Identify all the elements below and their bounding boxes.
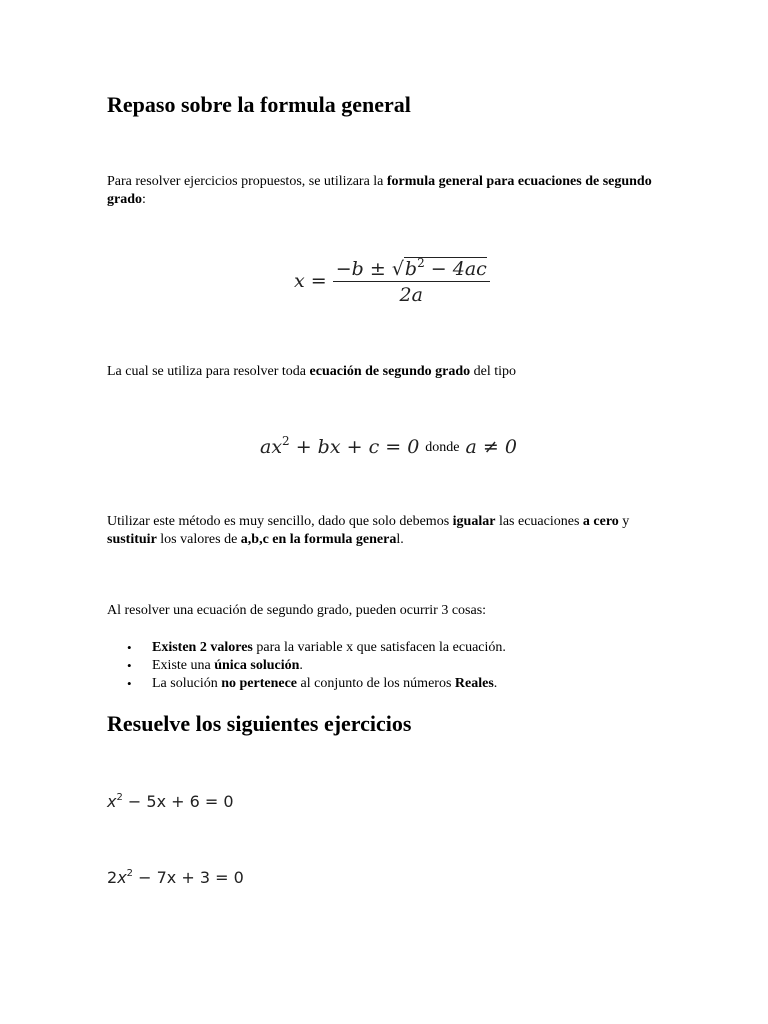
radicand-minus-4ac: − 4ac xyxy=(424,258,487,280)
li2-text-0: Existe una xyxy=(152,658,215,673)
quadratic-formula xyxy=(294,258,490,306)
li3-bold-2: Reales xyxy=(454,676,494,691)
ex2-coef: 2 xyxy=(107,868,118,887)
ex1-exponent: 2 xyxy=(116,792,123,803)
bullet-icon: • xyxy=(127,658,132,673)
li3-text-2: . xyxy=(493,676,498,691)
eq-a: a xyxy=(260,436,272,458)
li3-text-1: al conjunto de los números xyxy=(297,676,455,691)
exercise-1 xyxy=(107,792,234,811)
ex1-rest: − 5x + 6 = 0 xyxy=(122,792,234,811)
ex2-x: x xyxy=(117,868,127,887)
formula-denominator: 2a xyxy=(399,284,423,306)
intro-colon: : xyxy=(142,192,146,207)
li3-bold-1: no pertenece xyxy=(221,676,298,691)
numerator-neg-b: −b xyxy=(335,258,364,280)
bullet-icon: • xyxy=(127,640,132,655)
formula-fraction xyxy=(333,258,490,306)
donde-label: donde xyxy=(425,440,460,455)
ex1-x: x xyxy=(107,792,117,811)
intro-bold: formula general para ecuaciones de segundo grado xyxy=(107,174,652,207)
heading-ejercicios: Resuelve los siguientes ejercicios xyxy=(107,711,412,736)
li3-text-0: La solución xyxy=(152,676,222,691)
standard-form-equation xyxy=(260,436,517,458)
formula-numerator xyxy=(333,258,490,282)
radicand-exponent: 2 xyxy=(417,256,425,270)
li2-text-1: . xyxy=(299,658,303,673)
list-item xyxy=(107,675,506,693)
sqrt-radical xyxy=(392,258,487,280)
p3-text-5: l. xyxy=(396,532,404,547)
li1-text-1: para la variable x que satisfacen la ecuación. xyxy=(252,640,506,655)
p2-text: La cual se utiliza para resolver toda xyxy=(107,364,310,379)
cases-list xyxy=(107,639,506,693)
exercise-2 xyxy=(107,868,244,887)
paragraph-cosas: Al resolver una ecuación de segundo grado, pueden ocurrir 3 cosas: xyxy=(107,603,487,618)
p3-text-1: Utilizar este método es muy sencillo, dado que solo debemos xyxy=(107,514,453,529)
formula-equals: = xyxy=(304,270,333,292)
intro-text: Para resolver ejercicios propuestos, se utilizara la xyxy=(107,174,387,189)
formula-x: x xyxy=(294,270,305,292)
radicand-b: b xyxy=(404,258,418,280)
p3-text-3: y xyxy=(618,514,630,529)
list-item xyxy=(107,657,506,675)
ex2-rest: − 7x + 3 = 0 xyxy=(133,868,244,887)
p2-bold: ecuación de segundo grado xyxy=(309,364,471,379)
eq-exponent: 2 xyxy=(282,434,290,448)
li1-bold: Existen 2 valores xyxy=(152,640,253,655)
p3-text-2: las ecuaciones xyxy=(495,514,583,529)
paragraph-tipo xyxy=(107,363,667,381)
intro-paragraph xyxy=(107,173,667,209)
sqrt-sign: √ xyxy=(391,258,404,280)
p3-bold-sustituir: sustituir xyxy=(107,532,157,547)
ex2-exponent: 2 xyxy=(126,868,134,879)
p3-text-4: los valores de xyxy=(156,532,241,547)
p2-text-end: del tipo xyxy=(470,364,517,379)
bullet-icon: • xyxy=(127,676,132,691)
eq-rest: + bx + c = 0 xyxy=(289,436,420,458)
paragraph-metodo xyxy=(107,513,672,549)
p3-bold-a-cero: a cero xyxy=(582,514,619,529)
li2-bold: única solución xyxy=(214,658,300,673)
list-item xyxy=(107,639,506,657)
eq-condition: a ≠ 0 xyxy=(465,436,517,458)
p3-bold-igualar: igualar xyxy=(452,514,496,529)
plus-minus: ± xyxy=(363,258,392,280)
p3-bold-abc: a,b,c en la formula genera xyxy=(240,532,397,547)
radicand xyxy=(404,257,487,280)
eq-x: x xyxy=(271,436,283,458)
heading-repaso: Repaso sobre la formula general xyxy=(107,92,411,117)
